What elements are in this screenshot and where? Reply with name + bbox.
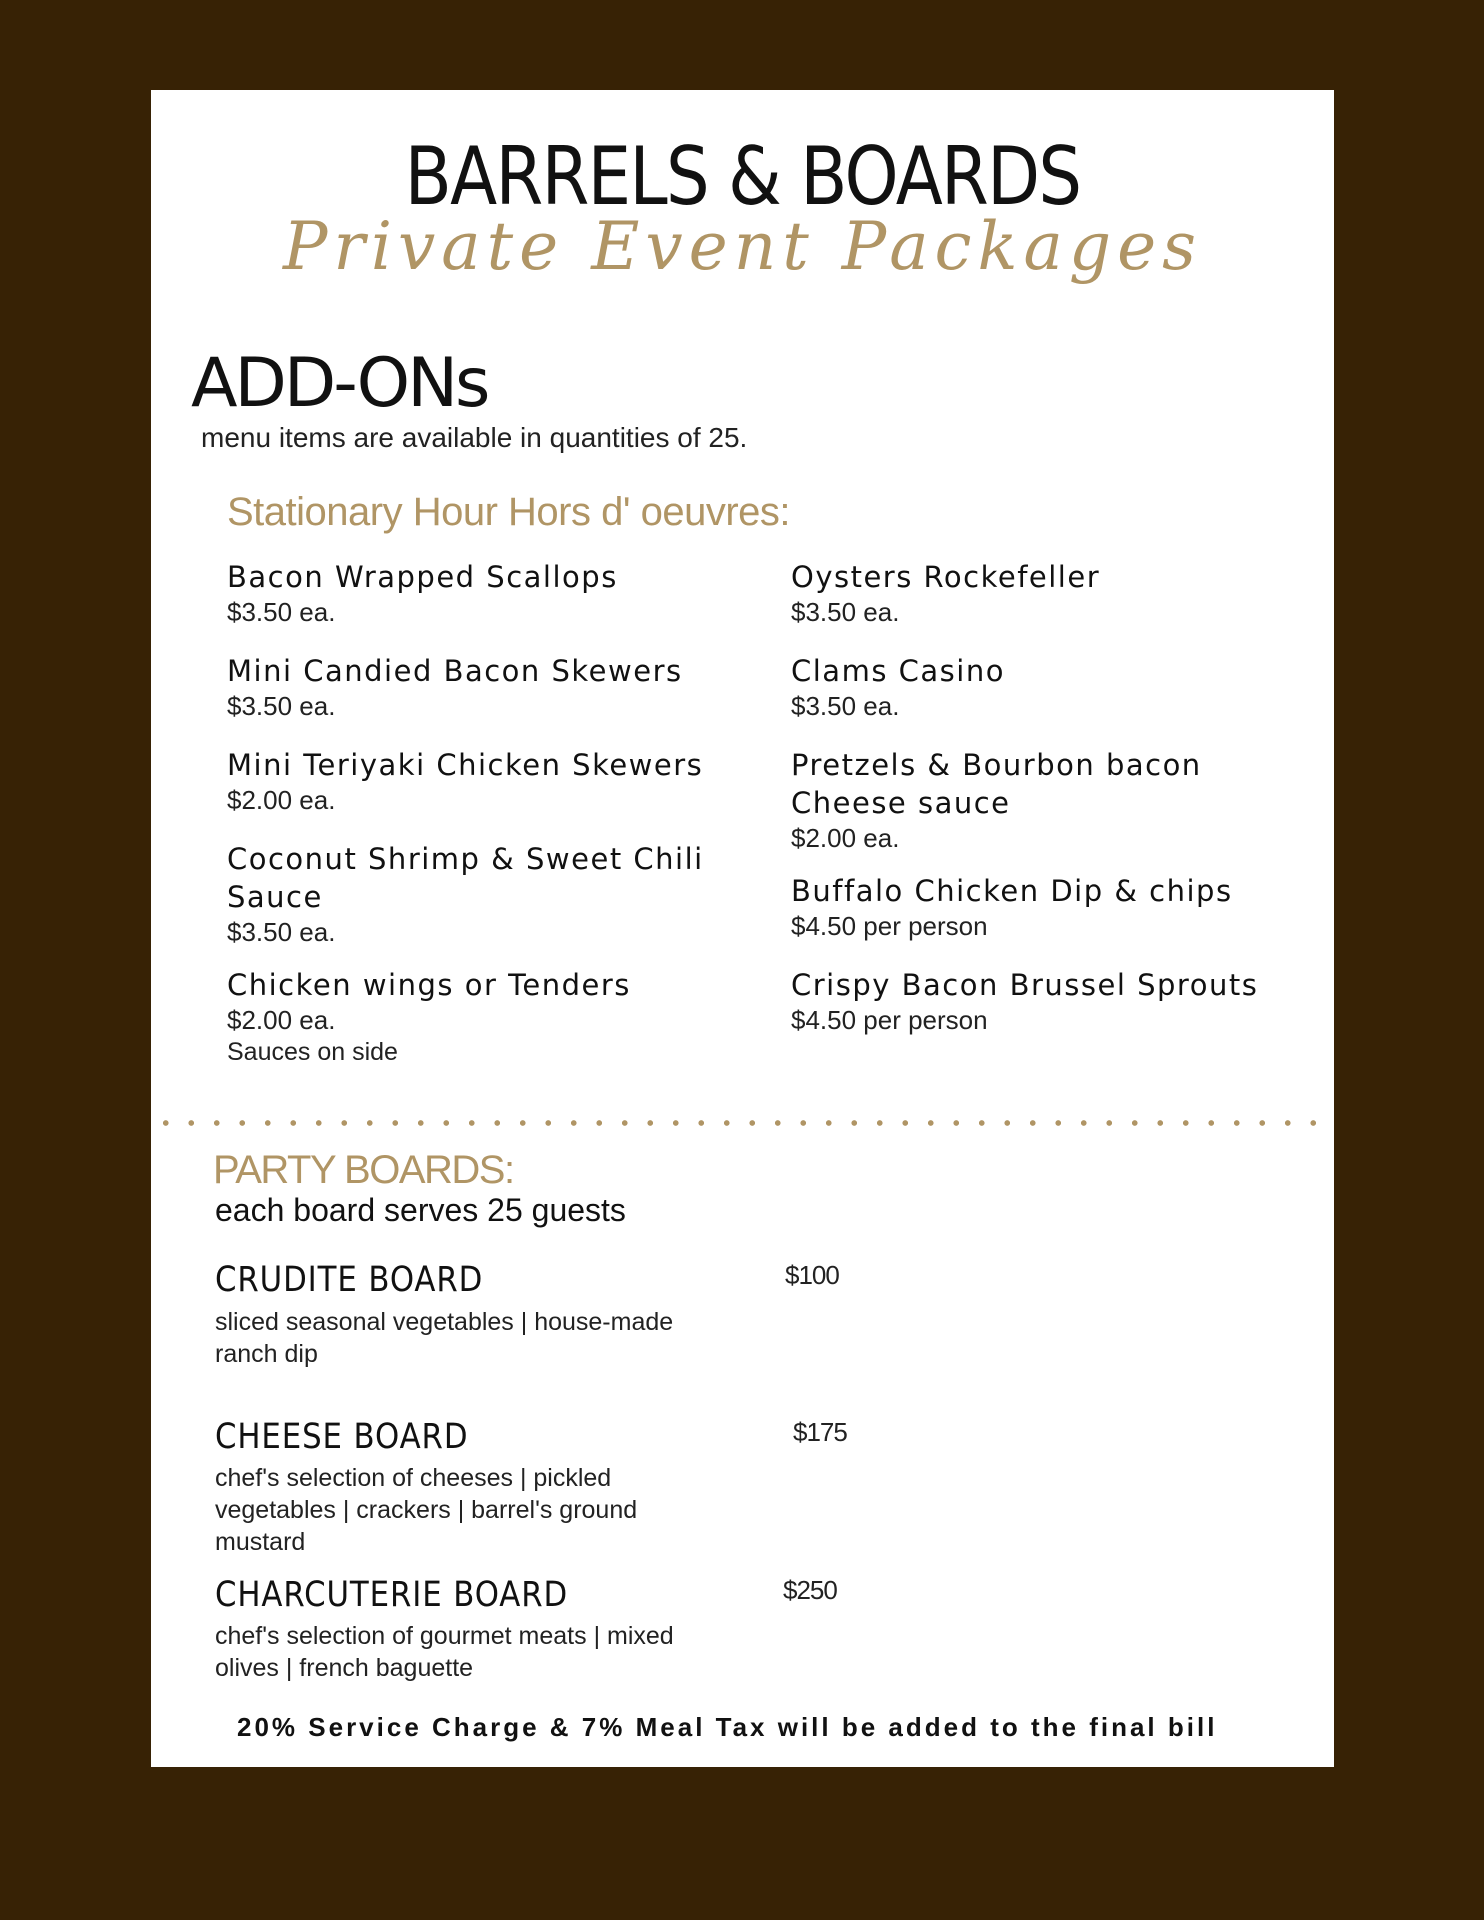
menu-item xyxy=(227,652,747,722)
item-price: $2.00 ea. xyxy=(227,1005,336,1035)
item-price: $2.00 ea. xyxy=(791,823,900,853)
party-boards-title: PARTY BOARDS: xyxy=(213,1148,514,1192)
board-name: CHEESE BOARD xyxy=(215,1417,469,1457)
footer-note: 20% Service Charge & 7% Meal Tax will be added to the final bill xyxy=(237,1712,1218,1742)
item-price: $3.50 ea. xyxy=(791,691,900,721)
page-title: BARRELS & BOARDS xyxy=(404,130,1081,223)
menu-page xyxy=(151,90,1334,1767)
menu-item xyxy=(791,652,1311,722)
hors-doeuvres-title: Stationary Hour Hors d' oeuvres: xyxy=(227,490,791,534)
item-name: Clams Casino xyxy=(791,654,1005,688)
addons-note: menu items are available in quantities of 25. xyxy=(201,422,748,453)
menu-item xyxy=(227,840,727,948)
menu-item xyxy=(791,966,1311,1036)
board-price: $250 xyxy=(783,1575,837,1605)
item-price: $3.50 ea. xyxy=(227,597,336,627)
menu-item xyxy=(227,558,747,628)
item-name: Chicken wings or Tenders xyxy=(227,968,631,1002)
board-price: $175 xyxy=(793,1417,847,1447)
menu-item xyxy=(227,746,747,816)
item-name: Oysters Rockefeller xyxy=(791,560,1101,594)
item-name: Mini Candied Bacon Skewers xyxy=(227,654,683,688)
menu-item xyxy=(791,746,1231,854)
item-name: Coconut Shrimp & Sweet Chili Sauce xyxy=(227,842,704,914)
menu-item xyxy=(791,872,1311,942)
board-name: CHARCUTERIE BOARD xyxy=(215,1575,569,1615)
item-name: Crispy Bacon Brussel Sprouts xyxy=(791,968,1259,1002)
board-description: chef's selection of cheeses | pickled vegetables | crackers | barrel's ground mustard xyxy=(215,1464,638,1556)
item-price: $3.50 ea. xyxy=(227,691,336,721)
addons-heading: ADD-ONs xyxy=(191,344,488,423)
item-price: $3.50 ea. xyxy=(791,597,900,627)
item-note: Sauces on side xyxy=(227,1038,398,1066)
item-price: $4.50 per person xyxy=(791,1005,988,1035)
item-price: $4.50 per person xyxy=(791,911,988,941)
item-name: Buffalo Chicken Dip & chips xyxy=(791,874,1233,908)
board-description: sliced seasonal vegetables | house-made ranch dip xyxy=(215,1308,674,1368)
item-name: Bacon Wrapped Scallops xyxy=(227,560,618,594)
board-price: $100 xyxy=(785,1260,839,1290)
menu-item xyxy=(227,966,747,1068)
menu-item xyxy=(791,558,1311,628)
board-description: chef's selection of gourmet meats | mixed olives | french baguette xyxy=(215,1622,674,1682)
item-name: Mini Teriyaki Chicken Skewers xyxy=(227,748,704,782)
board-name: CRUDITE BOARD xyxy=(215,1260,484,1300)
item-name: Pretzels & Bourbon bacon Cheese sauce xyxy=(791,748,1202,820)
party-boards-note: each board serves 25 guests xyxy=(215,1192,626,1228)
item-price: $2.00 ea. xyxy=(227,785,336,815)
item-price: $3.50 ea. xyxy=(227,917,336,947)
dotted-divider xyxy=(153,1118,1335,1128)
page-subtitle: Private Event Packages xyxy=(282,208,1203,285)
